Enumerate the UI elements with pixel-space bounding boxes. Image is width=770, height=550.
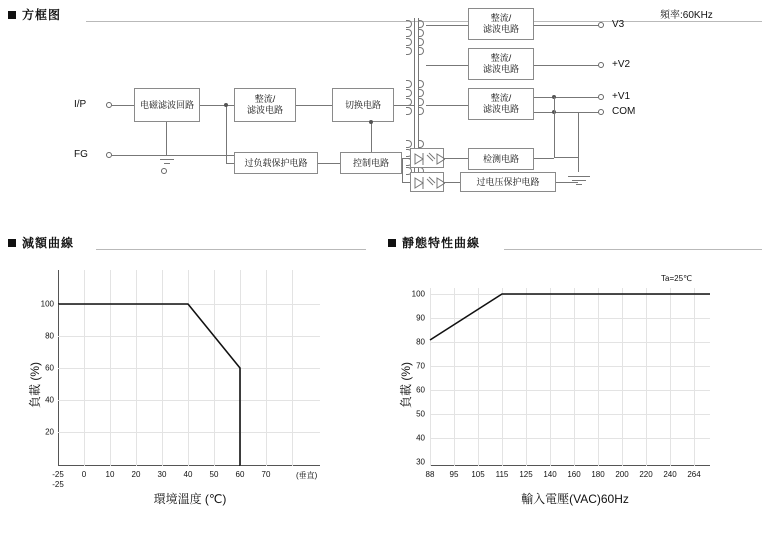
static-ytick: 100 bbox=[411, 289, 425, 299]
derating-ytick: 40 bbox=[45, 395, 54, 405]
block-overload-protection: 过负载保护电路 bbox=[234, 152, 318, 174]
bullet-square-icon bbox=[8, 239, 16, 247]
derating-y-axis-title: 負載 (%) bbox=[28, 362, 42, 408]
block-detection: 检测电路 bbox=[468, 148, 534, 170]
output-terminal-v3-icon bbox=[598, 22, 604, 28]
static-xtick: 125 bbox=[519, 470, 533, 479]
optocoupler-symbol bbox=[411, 149, 445, 169]
static-ytick: 90 bbox=[416, 313, 425, 323]
wire bbox=[112, 105, 134, 106]
wire bbox=[166, 122, 167, 155]
derating-heading bbox=[8, 234, 74, 251]
wire bbox=[226, 105, 227, 163]
ground-symbol-icon bbox=[568, 176, 590, 186]
wire bbox=[578, 112, 579, 172]
wire bbox=[534, 158, 554, 159]
junction-dot bbox=[369, 120, 373, 124]
wire bbox=[402, 158, 410, 159]
derating-ytick: 20 bbox=[45, 427, 54, 437]
fg-ground-terminal-icon bbox=[161, 168, 167, 174]
optocoupler-symbol bbox=[411, 173, 445, 193]
derating-xtick: 20 bbox=[131, 470, 141, 479]
bullet-square-icon bbox=[8, 11, 16, 19]
output-terminal-v2-icon bbox=[598, 62, 604, 68]
wire bbox=[554, 97, 555, 157]
wire bbox=[371, 122, 372, 152]
static-heading-label: 靜態特性曲線 bbox=[402, 236, 481, 250]
static-xtick: 95 bbox=[449, 470, 459, 479]
static-ytick: 70 bbox=[416, 361, 425, 371]
wire bbox=[556, 182, 578, 183]
wire bbox=[426, 105, 468, 106]
output-label-v3: V3 bbox=[612, 19, 625, 30]
derating-vertical-note: (垂直) bbox=[296, 471, 318, 480]
block-diagram-heading-label: 方框图 bbox=[22, 8, 62, 22]
bullet-square-icon bbox=[388, 239, 396, 247]
static-xtick: 105 bbox=[471, 470, 485, 479]
wire bbox=[226, 163, 234, 164]
output-label-v2: +V2 bbox=[612, 59, 631, 70]
input-label: I/P bbox=[74, 99, 87, 110]
optocoupler-bottom-icon bbox=[410, 172, 444, 192]
static-ytick: 50 bbox=[416, 409, 425, 419]
static-ytick: 60 bbox=[416, 385, 425, 395]
derating-xtick: 50 bbox=[209, 470, 219, 479]
output-terminal-v1-icon bbox=[598, 94, 604, 100]
block-control: 控制电路 bbox=[340, 152, 402, 174]
block-rectifier-v3: 整流/ 滤波电路 bbox=[468, 8, 534, 40]
optocoupler-top-icon bbox=[410, 148, 444, 168]
static-xtick: 140 bbox=[543, 470, 557, 479]
static-xtick: 264 bbox=[687, 470, 701, 479]
wire bbox=[426, 65, 468, 66]
derating-xtick: 40 bbox=[183, 470, 193, 479]
derating-x-axis-title: 環境溫度 (℃) bbox=[153, 492, 227, 506]
derating-ytick: 100 bbox=[40, 299, 54, 309]
derating-xtick: 60 bbox=[235, 470, 245, 479]
static-heading bbox=[388, 234, 480, 251]
wire bbox=[534, 112, 598, 113]
wire bbox=[318, 163, 340, 164]
derating-xtick: 10 bbox=[105, 470, 115, 479]
derating-heading-label: 減額曲線 bbox=[22, 236, 75, 250]
wire bbox=[296, 105, 332, 106]
static-ytick: 30 bbox=[416, 457, 425, 467]
block-ovp: 过电压保护电路 bbox=[460, 172, 556, 192]
block-diagram-heading bbox=[8, 6, 61, 23]
wire bbox=[534, 97, 598, 98]
derating-xtick: 70 bbox=[261, 470, 271, 479]
static-chart bbox=[385, 258, 770, 508]
ground-symbol-icon bbox=[156, 155, 178, 165]
wire bbox=[534, 65, 598, 66]
static-xtick: 88 bbox=[425, 470, 435, 479]
heading-rule bbox=[504, 248, 762, 250]
static-ytick: 40 bbox=[416, 433, 425, 443]
wire bbox=[534, 25, 598, 26]
static-ytick: 80 bbox=[416, 337, 425, 347]
static-x-axis-title: 輸入電壓(VAC)60Hz bbox=[521, 492, 629, 506]
derating-ytick: 60 bbox=[45, 363, 54, 373]
wire bbox=[554, 157, 578, 158]
block-rectifier-v1: 整流/ 滤波电路 bbox=[468, 88, 534, 120]
derating-xtick: 0 bbox=[81, 470, 87, 479]
derating-xtick-origin: -25 bbox=[52, 480, 64, 489]
derating-ytick: 80 bbox=[45, 331, 54, 341]
wire bbox=[426, 25, 468, 26]
static-y-axis-title: 負載 (%) bbox=[399, 362, 413, 408]
derating-xtick: 30 bbox=[157, 470, 167, 479]
derating-xtick: -25 bbox=[52, 470, 64, 479]
block-rectifier-input: 整流/ 滤波电路 bbox=[234, 88, 296, 122]
fg-label: FG bbox=[74, 149, 88, 160]
static-xtick: 115 bbox=[495, 470, 509, 479]
wire bbox=[444, 182, 460, 183]
static-xtick: 180 bbox=[591, 470, 605, 479]
output-label-com: COM bbox=[612, 106, 636, 117]
block-emi: 电磁滤波回路 bbox=[134, 88, 200, 122]
static-xtick: 240 bbox=[663, 470, 677, 479]
static-xtick: 200 bbox=[615, 470, 629, 479]
derating-chart bbox=[0, 258, 385, 508]
output-terminal-com-icon bbox=[598, 109, 604, 115]
block-switching: 切换电路 bbox=[332, 88, 394, 122]
wire bbox=[444, 158, 468, 159]
wire bbox=[200, 105, 234, 106]
block-rectifier-v2: 整流/ 滤波电路 bbox=[468, 48, 534, 80]
heading-rule bbox=[96, 248, 366, 250]
wire bbox=[402, 182, 410, 183]
wire bbox=[402, 158, 403, 182]
frequency-label: 頻率:60KHz bbox=[660, 10, 713, 21]
output-label-v1: +V1 bbox=[612, 91, 631, 102]
junction-dot bbox=[224, 103, 228, 107]
static-xtick: 220 bbox=[639, 470, 653, 479]
static-xtick: 160 bbox=[567, 470, 581, 479]
static-annotation: Ta=25℃ bbox=[661, 274, 693, 283]
